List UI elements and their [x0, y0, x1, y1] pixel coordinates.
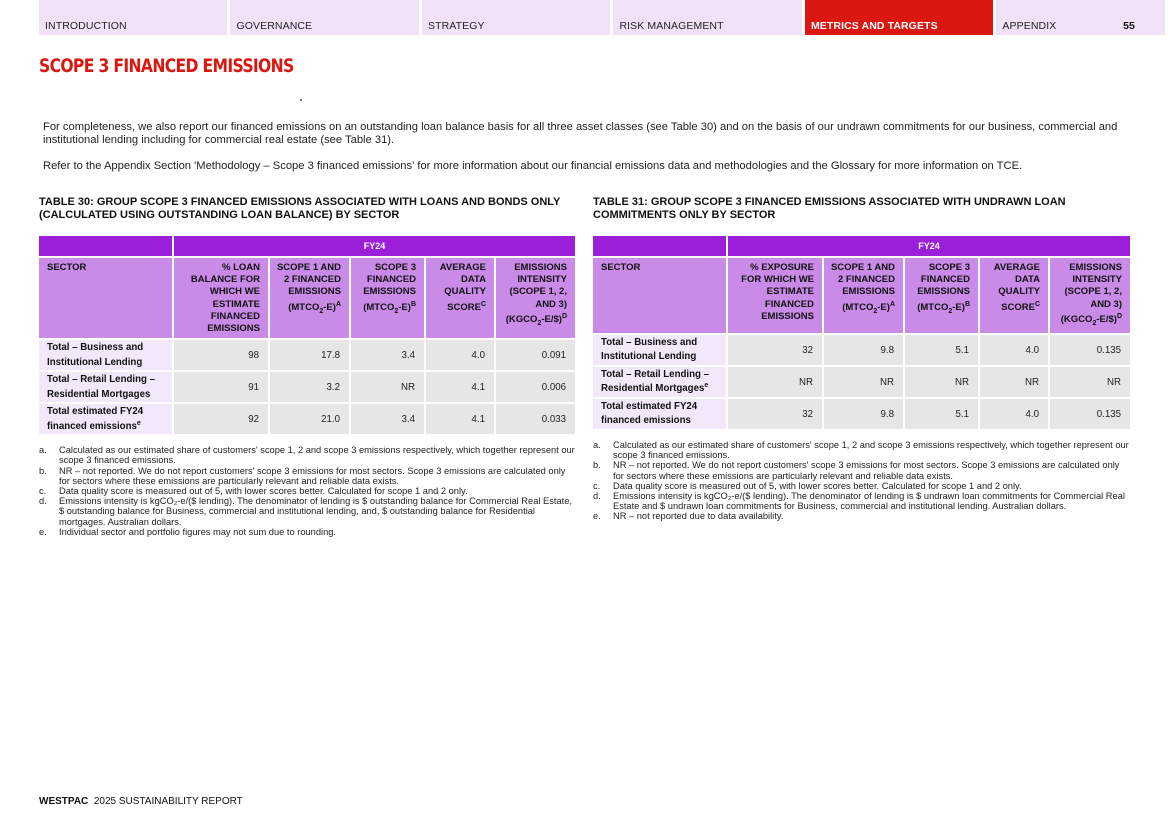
- fy-header: FY24: [174, 236, 575, 256]
- cell: 4.0: [980, 397, 1048, 429]
- table-30-footnotes: [39, 445, 575, 537]
- row-label: Total – Business and Institutional Lending: [593, 333, 726, 365]
- column-header-intensity: EMISSIONS INTENSITY (SCOPE 1, 2, AND 3) $(KGCO_2-E/\$)^D$: [1050, 256, 1130, 333]
- cell: 3.4: [351, 338, 424, 370]
- column-header-data-quality: AVERAGE DATA QUALITY $SCORE^C$: [426, 256, 494, 338]
- intro-paragraph-1: For completeness, we also report our financed emissions on an outstanding loan balance basis for all three asset classes (see Table 30) and on the basis of our undrawn commitments for our business, commercial and institutional lending including for commercial real estate (see Table 31).: [43, 121, 1118, 146]
- nav-tab-risk-management[interactable]: RISK MANAGEMENT: [613, 0, 801, 35]
- column-header-scope12: SCOPE 1 AND 2 FINANCED EMISSIONS $(MTCO_2-E)^A$: [270, 256, 349, 338]
- table-31-fy-row: [593, 236, 1130, 256]
- table-30: [37, 236, 577, 434]
- cell: 91: [174, 370, 268, 402]
- cell: 9.8: [824, 333, 903, 365]
- cell: 5.1: [905, 397, 978, 429]
- cell: 92: [174, 402, 268, 434]
- row-label: Total estimated FY24 financed emissions: [593, 397, 726, 429]
- column-header-data-quality: AVERAGE DATA QUALITY $SCORE^C$: [980, 256, 1048, 333]
- cell: 0.135: [1050, 333, 1130, 365]
- blank-cell: [593, 236, 726, 256]
- table-31: [591, 236, 1132, 429]
- footnote: e. NR – not reported due to data availability.: [593, 511, 784, 522]
- row-label: Total – Business and Institutional Lending: [39, 338, 172, 370]
- cell: 4.1: [426, 402, 494, 434]
- nav-tab-strategy[interactable]: STRATEGY: [422, 0, 610, 35]
- cell: 32: [728, 333, 822, 365]
- cell: 0.135: [1050, 397, 1130, 429]
- table-row: [593, 365, 1130, 397]
- table-30-header-row: [39, 256, 575, 338]
- footnote: c. Data quality score is measured out of 5, with lower scores better. Calculated for scope 1 and 2 only.: [593, 480, 1022, 491]
- footnote: b. NR – not reported. We do not report customers' scope 3 emissions for most sectors. Scope 3 emissions are calculated only for sectors where these emissions are particularly relevant and reliable data exists.: [39, 465, 566, 486]
- table-row: [593, 397, 1130, 429]
- table-31-footnotes: [593, 440, 1130, 522]
- cell: 4.0: [426, 338, 494, 370]
- table-row: [39, 370, 575, 402]
- footnote: c. Data quality score is measured out of 5, with lower scores better. Calculated for scope 1 and 2 only.: [39, 486, 468, 497]
- cell: 5.1: [905, 333, 978, 365]
- page-footer: [39, 796, 243, 807]
- cell: 4.1: [426, 370, 494, 402]
- cell: 0.033: [496, 402, 575, 434]
- column-header-scope12: SCOPE 1 AND 2 FINANCED EMISSIONS $(MTCO_2-E)^A$: [824, 256, 903, 333]
- cell: NR: [905, 365, 978, 397]
- footnote: b. NR – not reported. We do not report customers' scope 3 emissions for most sectors. Scope 3 emissions are calculated only for sectors where these emissions are particularly relevant and reliable data exists.: [593, 460, 1120, 481]
- table-31-header-row: [593, 256, 1130, 333]
- footer-report: 2025 SUSTAINABILITY REPORT: [93, 796, 243, 807]
- nav-tab-metrics-and-targets[interactable]: METRICS AND TARGETS: [805, 0, 993, 35]
- cell: NR: [980, 365, 1048, 397]
- column-header-sector: SECTOR: [39, 256, 172, 338]
- table-31-title: TABLE 31: GROUP SCOPE 3 FINANCED EMISSIONS ASSOCIATED WITH UNDRAWN LOAN COMMITMENTS ONLY BY SECTOR: [593, 196, 1066, 221]
- footnote: a. Calculated as our estimated share of customers' scope 1, 2 and scope 3 emissions respectively, which together represent our scope 3 financed emissions.: [39, 445, 575, 466]
- table-31-block: [593, 196, 1130, 522]
- cell: 4.0: [980, 333, 1048, 365]
- cell: 0.006: [496, 370, 575, 402]
- cell: NR: [1050, 365, 1130, 397]
- nav-tab-appendix[interactable]: APPENDIX 55: [996, 0, 1165, 35]
- cell: 17.8: [270, 338, 349, 370]
- table-30-fy-row: [39, 236, 575, 256]
- column-header-scope3: SCOPE 3 FINANCED EMISSIONS $(MTCO_2-E)^B$: [905, 256, 978, 333]
- stray-dot: [300, 99, 302, 101]
- footnote: d. Emissions intensity is kgCO₂-e/($ lending). The denominator of lending is $ undrawn loan commitments for Commercial Real Estate and $ undrawn loan commitments for Business, commercial and institutional lending. Australian dollars.: [593, 491, 1125, 512]
- fy-header: FY24: [728, 236, 1130, 256]
- intro-text: [43, 121, 1133, 173]
- table-30-block: [39, 196, 575, 537]
- cell: NR: [351, 370, 424, 402]
- column-header-intensity: EMISSIONS INTENSITY (SCOPE 1, 2, AND 3) $(KGCO_2-E/\$)^D$: [496, 256, 575, 338]
- column-header-exposure: % EXPOSURE FOR WHICH WE ESTIMATE FINANCED EMISSIONS: [728, 256, 822, 333]
- page-number: 55: [1123, 20, 1135, 32]
- row-label: Total estimated FY24 financed emissions$^e$: [39, 402, 172, 434]
- footnote: d. Emissions intensity is kgCO₂-e/($ lending). The denominator of lending is $ outstanding balance for Commercial Real Estate, $ outstanding balance for Business, commercial and institutional lending, and, $ outstanding balance for Residential mortgages. Australian dollars.: [39, 496, 572, 527]
- table-row: [593, 333, 1130, 365]
- table-row: [39, 338, 575, 370]
- nav-tab-introduction[interactable]: INTRODUCTION: [39, 0, 227, 35]
- page-title: SCOPE 3 FINANCED EMISSIONS: [39, 55, 294, 77]
- cell: NR: [824, 365, 903, 397]
- table-row: [39, 402, 575, 434]
- footnote: a. Calculated as our estimated share of customers' scope 1, 2 and scope 3 emissions respectively, which together represent our scope 3 financed emissions.: [593, 440, 1129, 461]
- column-header-sector: SECTOR: [593, 256, 726, 333]
- blank-cell: [39, 236, 172, 256]
- table-30-title: TABLE 30: GROUP SCOPE 3 FINANCED EMISSIONS ASSOCIATED WITH LOANS AND BONDS ONLY (CALCULATED USING OUTSTANDING LOAN BALANCE) BY SECTOR: [39, 196, 561, 221]
- cell: 3.2: [270, 370, 349, 402]
- row-label: Total – Retail Lending – Residential Mortgages: [39, 370, 172, 402]
- nav-tab-governance[interactable]: GOVERNANCE: [230, 0, 418, 35]
- cell: 0.091: [496, 338, 575, 370]
- cell: 21.0: [270, 402, 349, 434]
- cell: 98: [174, 338, 268, 370]
- intro-paragraph-2: Refer to the Appendix Section 'Methodology – Scope 3 financed emissions' for more information about our financial emissions data and methodologies and the Glossary for more information on TCE.: [43, 160, 1023, 172]
- cell: NR: [728, 365, 822, 397]
- row-label: Total – Retail Lending – Residential Mortgages$^e$: [593, 365, 726, 397]
- cell: 32: [728, 397, 822, 429]
- footer-brand: WESTPAC: [39, 796, 89, 807]
- top-navigation: [39, 0, 1168, 35]
- column-header-loan-balance: % LOAN BALANCE FOR WHICH WE ESTIMATE FINANCED EMISSIONS: [174, 256, 268, 338]
- footnote: e. Individual sector and portfolio figures may not sum due to rounding.: [39, 526, 337, 537]
- column-header-scope3: SCOPE 3 FINANCED EMISSIONS $(MTCO_2-E)^B$: [351, 256, 424, 338]
- cell: 3.4: [351, 402, 424, 434]
- cell: 9.8: [824, 397, 903, 429]
